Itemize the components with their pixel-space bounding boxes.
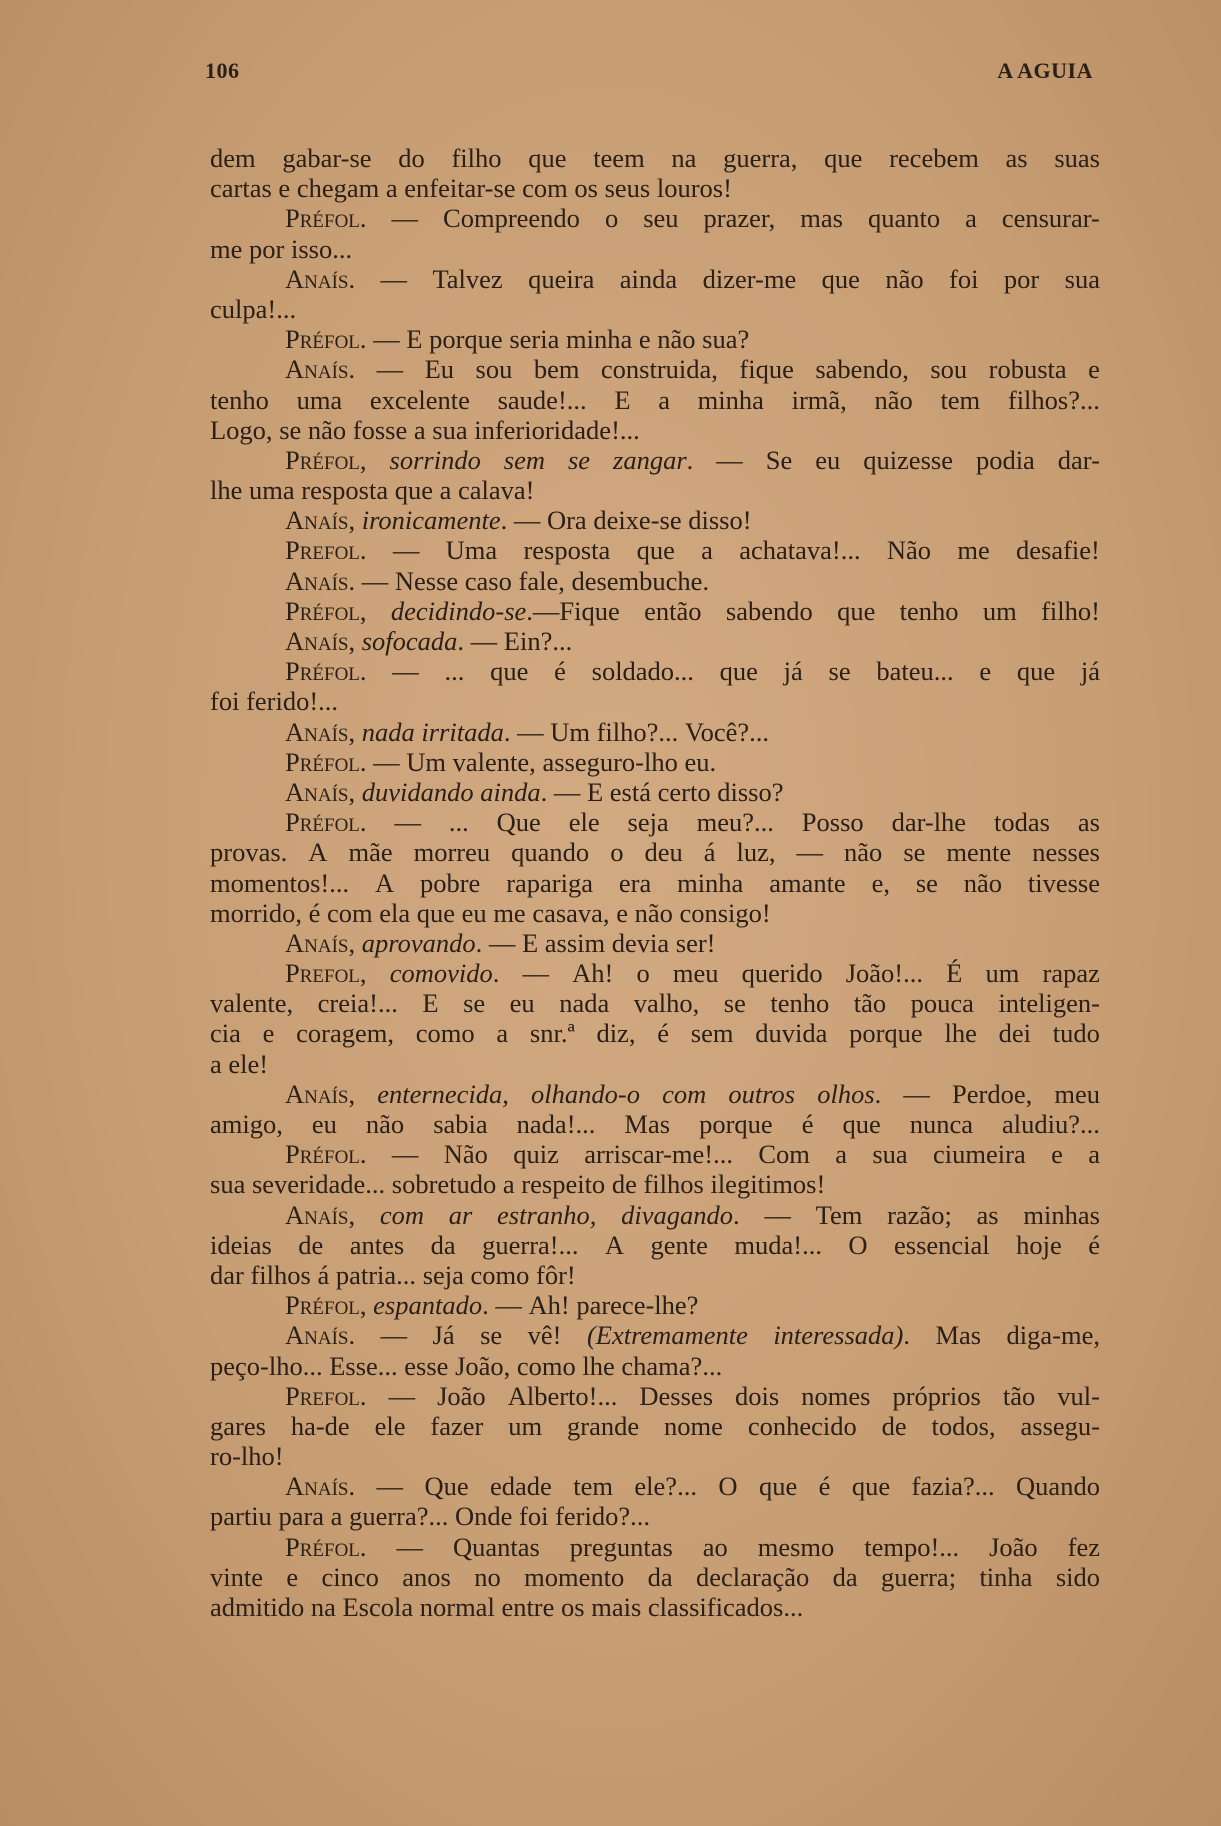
- text-line: valente, creia!... E se eu nada valho, se tenho tão pouca inteligen-: [210, 988, 1100, 1019]
- text-line: vinte e cinco anos no momento da declaração da guerra; tinha sido: [210, 1561, 1100, 1592]
- text-line: amigo, eu não sabia nada!... Mas porque é que nunca aludiu?...: [210, 1109, 1100, 1139]
- text-line: Préfol. — ... Que ele seja meu?... Posso dar-lhe todas as: [285, 807, 1100, 838]
- text-line: Anaís. — Nesse caso fale, desembuche.: [285, 565, 710, 596]
- text-line: Prefol, comovido. — Ah! o meu querido João!... É um rapaz: [285, 958, 1100, 989]
- text-line: Anaís, enternecida, olhando-o com outros olhos. — Perdoe, meu: [285, 1078, 1100, 1109]
- text-line: morrido, é com ela que eu me casava, e não consigo!: [210, 897, 771, 928]
- text-line: provas. A mãe morreu quando o deu á luz, — não se mente nesses: [210, 837, 1100, 868]
- text-line: Anaís. — Talvez queira ainda dizer-me que não foi por sua: [285, 263, 1100, 294]
- text-line: tenho uma excelente saude!... E a minha irmã, não tem filhos?...: [210, 384, 1100, 415]
- text-line: admitido na Escola normal entre os mais classificados...: [210, 1592, 804, 1622]
- text-line: Préfol. — ... que é soldado... que já se bateu... e que já: [285, 656, 1100, 687]
- text-line: Préfol. — Não quiz arriscar-me!... Com a sua ciumeira e a: [285, 1139, 1100, 1170]
- page-number: 106: [205, 58, 240, 83]
- text-line: Préfol, espantado. — Ah! parece-lhe?: [285, 1290, 699, 1321]
- text-line: Préfol, decidindo-se.—Fique então sabendo que tenho um filho!: [285, 595, 1100, 626]
- text-line: Anaís, ironicamente. — Ora deixe-se disso!: [285, 505, 752, 536]
- text-line: Anaís, aprovando. — E assim devia ser!: [285, 927, 716, 958]
- text-line: culpa!...: [210, 293, 297, 324]
- text-line: cia e coragem, como a snr.ª diz, é sem duvida porque lhe dei tudo: [210, 1018, 1100, 1049]
- text-line: gares ha-de ele fazer um grande nome conhecido de todos, assegu-: [210, 1410, 1100, 1441]
- text-line: Anaís, duvidando ainda. — E está certo disso?: [285, 776, 784, 807]
- text-line: ideias de antes da guerra!... A gente muda!... O essencial hoje é: [210, 1229, 1100, 1260]
- text-line: Préfol, sorrindo sem se zangar. — Se eu quizesse podia dar-: [285, 444, 1100, 475]
- text-line: sua severidade... sobretudo a respeito de filhos ilegitimos!: [210, 1169, 826, 1200]
- text-line: Anaís, sofocada. — Ein?...: [285, 626, 573, 656]
- text-line: cartas e chegam a enfeitar-se com os seus louros!: [210, 173, 732, 204]
- text-line: Anaís, com ar estranho, divagando. — Tem razão; as minhas: [285, 1199, 1100, 1230]
- text-line: Prefol. — João Alberto!... Desses dois nomes próprios tão vul-: [285, 1380, 1100, 1411]
- text-line: Prefol. — Uma resposta que a achatava!... Não me desafie!: [285, 535, 1100, 566]
- text-line: Anaís, nada irritada. — Um filho?... Você?...: [285, 716, 770, 747]
- text-line: dar filhos á patria... seja como fôr!: [210, 1259, 576, 1290]
- text-line: foi ferido!...: [210, 686, 339, 717]
- text-line: dem gabar-se do filho que teem na guerra, que recebem as suas: [210, 143, 1100, 173]
- body-text: [210, 143, 1100, 1622]
- text-line: momentos!... A pobre rapariga era minha amante e, se não tivesse: [210, 867, 1100, 898]
- text-line: me por isso...: [210, 233, 353, 264]
- text-line: Anaís. — Que edade tem ele?... O que é que fazia?... Quando: [285, 1471, 1100, 1502]
- running-title: A AGUIA: [997, 58, 1093, 83]
- text-line: Préfol. — Um valente, asseguro-lho eu.: [285, 746, 717, 777]
- text-line: ro-lho!: [210, 1441, 284, 1472]
- text-line: a ele!: [210, 1048, 269, 1079]
- text-line: Préfol. — E porque seria minha e não sua?: [285, 324, 750, 355]
- text-line: peço-lho... Esse... esse João, como lhe chama?...: [210, 1350, 723, 1381]
- text-line: Anaís. — Já se vê! (Extremamente interessada). Mas diga-me,: [285, 1320, 1100, 1351]
- text-line: Anaís. — Eu sou bem construida, fique sabendo, sou robusta e: [285, 354, 1100, 385]
- text-line: partiu para a guerra?... Onde foi ferido?...: [210, 1501, 651, 1532]
- text-line: lhe uma resposta que a calava!: [210, 475, 535, 506]
- page-header: [205, 58, 1093, 84]
- text-line: Logo, se não fosse a sua inferioridade!...: [210, 414, 640, 445]
- text-line: Préfol. — Quantas preguntas ao mesmo tempo!... João fez: [285, 1531, 1100, 1562]
- text-line: Préfol. — Compreendo o seu prazer, mas quanto a censurar-: [285, 203, 1100, 234]
